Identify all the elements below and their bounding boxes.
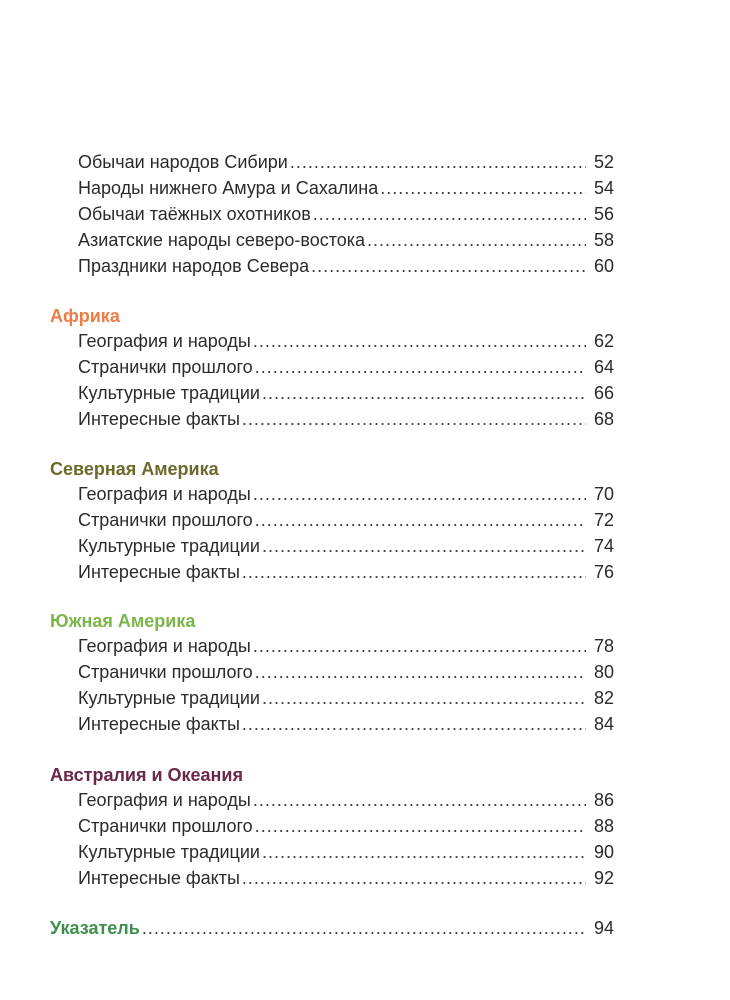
dot-leader [262,535,586,557]
section-heading-north-america[interactable]: Северная Америка [50,459,219,479]
toc-entry-label: Интересные факты [78,714,240,734]
toc-entry-page: 92 [593,868,614,888]
toc-entry-africa-past[interactable] [78,356,614,378]
toc-entry-page: 56 [593,204,614,224]
toc-entry-page: 72 [593,510,614,530]
toc-entry-page: 54 [593,178,614,198]
toc-entry-label: География и народы [78,484,251,504]
toc-entry-page: 82 [593,688,614,708]
toc-entry-label: Культурные традиции [78,383,260,403]
toc-entry-page: 74 [593,536,614,556]
toc-entry-africa-traditions[interactable] [78,382,614,404]
toc-entry-page: 70 [593,484,614,504]
toc-entry-label: Странички прошлого [78,662,253,682]
toc-entry-label: Странички прошлого [78,816,253,836]
toc-entry-page: 66 [593,383,614,403]
dot-leader [311,255,586,277]
section-heading-south-america[interactable]: Южная Америка [50,611,196,631]
dot-leader [253,330,586,352]
toc-entry-africa-geography[interactable] [78,330,614,352]
toc-entry-label: Народы нижнего Амура и Сахалина [78,178,379,198]
dot-leader [253,635,586,657]
section-heading-australia-oceania[interactable]: Австралия и Океания [50,765,243,785]
toc-entry-north-holidays[interactable] [78,255,614,277]
toc-entry-label: Обычаи народов Сибири [78,152,288,172]
toc-entry-amur-sakhalin[interactable] [78,177,614,199]
dot-leader [313,203,586,225]
toc-entry-page: 60 [593,256,614,276]
toc-entry-label: География и народы [78,636,251,656]
toc-entry-label: Культурные традиции [78,536,260,556]
toc-entry-label: Интересные факты [78,562,240,582]
toc-entry-south-america-geography[interactable] [78,635,614,657]
toc-entry-label: Культурные традиции [78,688,260,708]
dot-leader [255,661,586,683]
toc-entry-label: Интересные факты [78,409,240,429]
index-page: 94 [593,918,614,938]
toc-entry-north-america-facts[interactable] [78,561,614,583]
toc-entry-australia-geography[interactable] [78,789,614,811]
dot-leader [242,867,586,889]
toc-entry-page: 90 [593,842,614,862]
toc-entry-page: 86 [593,790,614,810]
toc-entry-label: Странички прошлого [78,510,253,530]
toc-entry-australia-past[interactable] [78,815,614,837]
toc-entry-page: 78 [593,636,614,656]
toc-entry-page: 58 [593,230,614,250]
section-heading-africa[interactable]: Африка [50,306,120,326]
toc-entry-north-america-past[interactable] [78,509,614,531]
toc-entry-label: Праздники народов Севера [78,256,310,276]
toc-entry-page: 80 [593,662,614,682]
toc-entry-label: География и народы [78,331,251,351]
dot-leader [262,687,586,709]
toc-entry-page: 68 [593,409,614,429]
dot-leader [255,356,586,378]
dot-leader [255,509,586,531]
toc-entry-siberia-customs[interactable] [78,151,614,173]
toc-entry-page: 88 [593,816,614,836]
toc-entry-page: 76 [593,562,614,582]
toc-entry-label: География и народы [78,790,251,810]
dot-leader [380,177,586,199]
toc-entry-australia-traditions[interactable] [78,841,614,863]
toc-entry-north-america-geography[interactable] [78,483,614,505]
toc-entry-page: 52 [593,152,614,172]
dot-leader [242,713,586,735]
dot-leader [255,815,586,837]
toc-entry-label: Азиатские народы северо-востока [78,230,366,250]
toc-entry-index[interactable] [50,917,614,939]
toc-entry-south-america-facts[interactable] [78,713,614,735]
toc-entry-label: Культурные традиции [78,842,260,862]
toc-entry-label: Странички прошлого [78,357,253,377]
dot-leader [253,483,586,505]
toc-entry-north-america-traditions[interactable] [78,535,614,557]
toc-entry-south-america-traditions[interactable] [78,687,614,709]
dot-leader [290,151,586,173]
toc-entry-taiga-hunters[interactable] [78,203,614,225]
toc-entry-page: 62 [593,331,614,351]
dot-leader [253,789,586,811]
toc-entry-label: Интересные факты [78,868,240,888]
dot-leader [262,382,586,404]
dot-leader [142,917,586,939]
dot-leader [242,561,586,583]
toc-entry-south-america-past[interactable] [78,661,614,683]
toc-entry-page: 84 [593,714,614,734]
index-label: Указатель [50,918,140,938]
toc-entry-label: Обычаи таёжных охотников [78,204,311,224]
dot-leader [367,229,586,251]
toc-entry-australia-facts[interactable] [78,867,614,889]
toc-entry-africa-facts[interactable] [78,408,614,430]
dot-leader [262,841,586,863]
toc-entry-northeast-peoples[interactable] [78,229,614,251]
dot-leader [242,408,586,430]
toc-entry-page: 64 [593,357,614,377]
